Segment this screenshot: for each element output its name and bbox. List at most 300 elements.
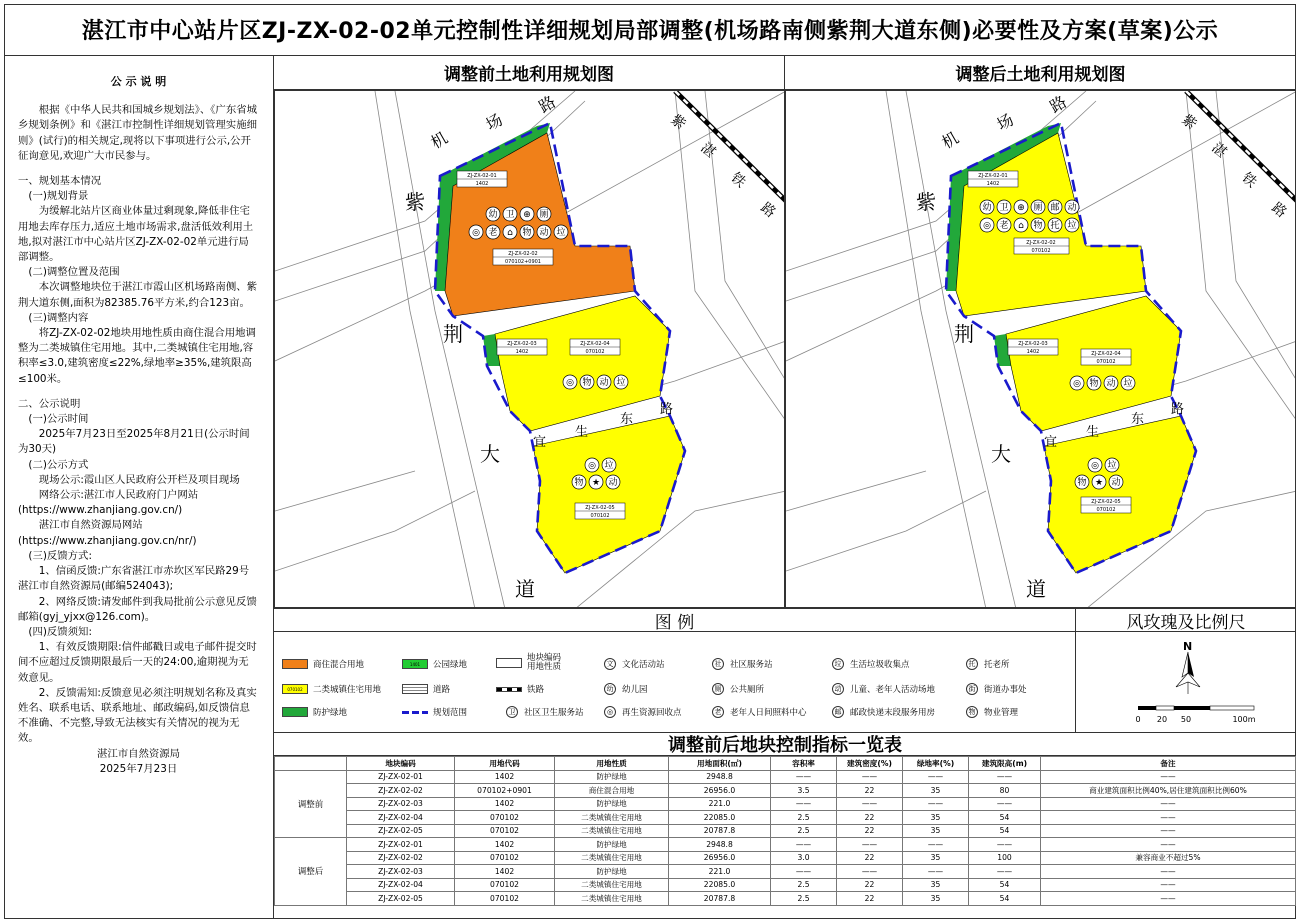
kindergarten-label: 幼儿园 — [622, 685, 648, 695]
table-row — [275, 851, 1296, 865]
road-zijing-1: 紫 — [405, 190, 425, 214]
legend-day-care — [702, 706, 807, 718]
table-row — [275, 797, 1296, 811]
table-cell: 2.5 — [771, 892, 837, 906]
p5-icon-3: 物 — [1077, 478, 1087, 488]
commercial-swatch — [282, 659, 308, 669]
park-swatch: 1401 — [402, 659, 428, 669]
table-cell: —— — [903, 838, 969, 852]
rail-swatch — [496, 687, 522, 692]
legend-parcel-code — [496, 654, 561, 672]
p2-icon-3: ⊕ — [1017, 203, 1025, 213]
table-cell: 20787.8 — [669, 824, 771, 838]
p2-icon-1: 幼 — [982, 203, 992, 213]
parcel-01-code: ZJ-ZX-02-01 — [978, 173, 1008, 179]
legend-boundary — [402, 706, 467, 718]
table-cell: 二类城镇住宅用地 — [555, 811, 669, 825]
header-height: 建筑限高(m) — [969, 757, 1041, 771]
table-cell: ZJ-ZX-02-05 — [347, 892, 455, 906]
section-2a-heading: (一)公示时间 — [28, 413, 89, 426]
table-cell: —— — [1041, 865, 1296, 879]
table-header-row — [275, 757, 1296, 771]
parcel-05-code: ZJ-ZX-02-05 — [585, 505, 615, 511]
p2-icon-2: 卫 — [999, 203, 1009, 213]
parcel-label-02 — [493, 249, 553, 265]
table-cell: 兼容商业不超过5% — [1041, 851, 1296, 865]
notice-intro: 根据《中华人民共和国城乡规划法》、《广东省城乡规划条例》和《湛江市控制性详细规划管理实施细则》(试行)的相关规定,现将以下事项进行公示,公开征询意见,欢迎广大市民参与。 — [18, 104, 257, 162]
legend-green-buffer — [282, 706, 347, 718]
p5-icon-4: ★ — [1094, 478, 1104, 488]
parcel-code-swatch — [496, 658, 522, 668]
p4-icon-1: ◎ — [566, 378, 574, 388]
legend-street-office — [956, 683, 1027, 695]
road-zijing-3: 大 — [991, 442, 1011, 466]
road-jichang-3: 路 — [1046, 92, 1070, 117]
legend-property — [956, 706, 1018, 718]
rail-4: 路 — [757, 199, 779, 222]
p2r2-icon-4: 物 — [522, 228, 532, 238]
before-map-title: 调整前土地利用规划图 — [274, 56, 785, 90]
culture-icon: 文 — [604, 658, 616, 670]
section-1a-text: 为缓解北站片区商业体量过剩现象,降低非住宅用地去库存压力,适应土地市场需求,盘活低效利用土地,拟对湛江市中心站片区ZJ-ZX-02-02单元进行局部调整。 — [18, 205, 254, 264]
table-group-label: 调整前 — [275, 770, 347, 838]
table-cell: 070102 — [455, 851, 555, 865]
legend-rail — [496, 683, 544, 695]
scale-50: 50 — [1180, 715, 1192, 724]
road-yisheng-3: 东 — [620, 412, 634, 427]
road-swatch — [402, 684, 428, 694]
parcel-label-01 — [968, 171, 1018, 187]
before-map-svg — [275, 91, 785, 608]
scale-100: 100m — [1232, 715, 1256, 724]
header-land-code: 用地代码 — [455, 757, 555, 771]
table-cell: —— — [969, 770, 1041, 784]
p2-icon-4: 厕 — [1033, 203, 1043, 213]
p4-icon-3: 动 — [1106, 379, 1116, 389]
road-jichang-1: 机 — [938, 128, 962, 153]
table-cell: 35 — [903, 824, 969, 838]
elder-care-icon: 托 — [966, 658, 978, 670]
page-title: 湛江市中心站片区ZJ-ZX-02-02单元控制性详细规划局部调整(机场路南侧紫荆大道东侧)必要性及方案(草案)公示 — [4, 4, 1296, 56]
table-group-label: 调整后 — [275, 838, 347, 906]
table-cell: 070102 — [455, 811, 555, 825]
rail-2: 湛 — [1208, 139, 1230, 162]
table-cell: 3.0 — [771, 851, 837, 865]
p5-icon-1: ◎ — [1091, 461, 1099, 471]
table-cell: 35 — [903, 811, 969, 825]
table-row — [275, 770, 1296, 784]
road-jichang-1: 机 — [427, 128, 451, 153]
table-cell: ZJ-ZX-02-01 — [347, 770, 455, 784]
scale-bar — [1138, 706, 1254, 710]
p2-icon-4: 厕 — [539, 210, 549, 220]
legend-green-buffer-label: 防护绿地 — [313, 708, 348, 718]
legend-toilet — [702, 683, 764, 695]
p5-icon-2: 垃 — [1107, 461, 1117, 471]
parcel-02-use: 070102 — [1031, 248, 1051, 254]
railway — [675, 91, 785, 201]
activity-label: 儿童、老年人活动场地 — [850, 685, 936, 695]
p2r2-icon-1: ◎ — [472, 228, 480, 238]
road-jichang-2: 场 — [993, 110, 1017, 135]
p2r2-icon-5: 托 — [1050, 221, 1060, 231]
header-density: 建筑密度(%) — [837, 757, 903, 771]
rail-1: 紫 — [667, 111, 689, 134]
section-2d-heading: (四)反馈须知: — [28, 625, 92, 638]
road-yisheng-2: 生 — [1086, 425, 1100, 440]
section-2b-text2: 网络公示:湛江市人民政府门户网站(https://www.zhanjiang.gov.cn/) — [18, 489, 199, 517]
parcel-02-code: ZJ-ZX-02-02 — [508, 251, 538, 257]
elder-care-label: 托老所 — [984, 660, 1010, 670]
parcel-03-code: ZJ-ZX-02-03 — [507, 341, 537, 347]
p5-icon-4: ★ — [591, 478, 601, 488]
p2r2-icon-3: ⌂ — [507, 228, 513, 238]
section-1c-heading: (三)调整内容 — [28, 311, 89, 324]
table-cell: 54 — [969, 811, 1041, 825]
p4-icon-3: 动 — [599, 378, 609, 388]
p4-icon-4: 垃 — [616, 378, 626, 388]
railway — [1186, 91, 1296, 201]
table-cell: 070102 — [455, 824, 555, 838]
table-cell: 22 — [837, 851, 903, 865]
parcel-05-residential — [1044, 416, 1196, 573]
table-cell: ZJ-ZX-02-04 — [347, 878, 455, 892]
table-cell: —— — [837, 770, 903, 784]
p2-icon-3: ⊕ — [523, 210, 531, 220]
table-cell: —— — [1041, 770, 1296, 784]
green-buffer-swatch — [282, 707, 308, 717]
road-yisheng-1: 宜 — [533, 435, 547, 450]
notice-panel — [4, 56, 274, 919]
road-zijing-4: 道 — [515, 577, 535, 601]
parcel-label-03 — [1008, 339, 1058, 355]
table-row — [275, 784, 1296, 798]
section-2c-text1: 1、信函反馈:广东省湛江市赤坎区军民路29号湛江市自然资源局(邮编524043); — [18, 565, 250, 593]
culture-label: 文化活动站 — [622, 660, 665, 670]
postal-icon: 邮 — [832, 706, 844, 718]
header-land-use: 用地性质 — [555, 757, 669, 771]
legend — [274, 632, 1076, 732]
garbage-label: 生活垃圾收集点 — [850, 660, 910, 670]
table-cell: ZJ-ZX-02-02 — [347, 851, 455, 865]
table-cell: ZJ-ZX-02-03 — [347, 797, 455, 811]
recycle-label: 再生资源回收点 — [622, 708, 682, 718]
legend-commercial — [282, 658, 364, 670]
p2r2-icon-2: 老 — [488, 228, 498, 238]
parcel-01-code: ZJ-ZX-02-01 — [467, 173, 497, 179]
table-body — [275, 770, 1296, 905]
table-cell: —— — [837, 838, 903, 852]
table-cell: —— — [771, 797, 837, 811]
table-row — [275, 892, 1296, 906]
table-cell: 1402 — [455, 797, 555, 811]
table-cell: 1402 — [455, 770, 555, 784]
notice-date: 2025年7月23日 — [99, 762, 178, 775]
section-2-heading: 二、公示说明 — [18, 397, 81, 410]
control-index-table — [274, 756, 1296, 906]
section-2d-text2: 2、反馈需知:反馈意见必须注明规划名称及真实姓名、联系电话、联系地址、邮政编码,如反馈信息不准确、不完整,导致无法核实有关情况的视为无效。 — [18, 686, 257, 745]
parcel-05-use: 070102 — [590, 513, 610, 519]
p2-icon-1: 幼 — [488, 210, 498, 220]
section-1c-text: 将ZJ-ZX-02-02地块用地性质由商住混合用地调整为二类城镇住宅用地。其中,二类城镇住宅用地,容积率≤3.0,建筑密度≤22%,绿地率≥35%,建筑限高≤100米。 — [18, 327, 256, 385]
road-jichang-3: 路 — [535, 92, 559, 117]
after-map-svg — [786, 91, 1296, 608]
parcel-label-02 — [1014, 238, 1069, 254]
p2r2-icon-5: 动 — [539, 228, 549, 238]
legend-community — [702, 658, 773, 670]
parcel-01-use: 1402 — [475, 181, 489, 187]
table-row — [275, 824, 1296, 838]
table-cell: 二类城镇住宅用地 — [555, 892, 669, 906]
road-zijing-2: 荆 — [443, 322, 463, 346]
road-yisheng-4: 路 — [1171, 402, 1185, 417]
legend-title: 图 例 — [274, 608, 1076, 632]
legend-health — [496, 706, 584, 718]
table-cell: —— — [837, 865, 903, 879]
p4-icon-1: ◎ — [1073, 379, 1081, 389]
parcel-05-code: ZJ-ZX-02-05 — [1091, 499, 1121, 505]
table-cell: ZJ-ZX-02-05 — [347, 824, 455, 838]
legend-parcel-code-label: 地块编码 用地性质 — [527, 653, 562, 672]
community-icon: 社 — [712, 658, 724, 670]
legend-activity — [822, 683, 935, 695]
parcel-label-03 — [497, 339, 547, 355]
section-2b-text3: 湛江市自然资源局网站(https://www.zhanjiang.gov.cn/nr/) — [18, 519, 197, 547]
table-cell: 2948.8 — [669, 770, 771, 784]
compass-title: 风玫瑰及比例尺 — [1076, 608, 1296, 632]
table-cell: 100 — [969, 851, 1041, 865]
table-cell: —— — [1041, 892, 1296, 906]
compass-scale — [1076, 632, 1296, 732]
notice-org: 湛江市自然资源局 — [96, 747, 181, 760]
table-cell: 80 — [969, 784, 1041, 798]
road-jichang-2: 场 — [482, 110, 506, 135]
street-office-icon: 街 — [966, 683, 978, 695]
road-yisheng-3: 东 — [1131, 412, 1145, 427]
parcel-02-use: 070102+0901 — [504, 259, 542, 265]
kindergarten-icon: 幼 — [604, 683, 616, 695]
legend-park — [402, 658, 467, 670]
table-cell: 防护绿地 — [555, 797, 669, 811]
table-row — [275, 811, 1296, 825]
day-care-label: 老年人日间照料中心 — [730, 708, 807, 718]
p4-icon-4: 垃 — [1123, 379, 1133, 389]
table-row — [275, 865, 1296, 879]
parcel-label-04 — [1081, 349, 1131, 365]
legend-postal — [822, 706, 935, 718]
rail-1: 紫 — [1178, 111, 1200, 134]
table-cell: 防护绿地 — [555, 865, 669, 879]
activity-icon: 动 — [832, 683, 844, 695]
after-map — [785, 90, 1296, 608]
table-cell: 防护绿地 — [555, 838, 669, 852]
table-title: 调整前后地块控制指标一览表 — [274, 732, 1296, 756]
table-cell: 二类城镇住宅用地 — [555, 824, 669, 838]
p4-icon-2: 物 — [1089, 379, 1099, 389]
legend-commercial-label: 商住混合用地 — [313, 660, 365, 670]
p2r2-icon-3: ⌂ — [1018, 221, 1024, 231]
table-cell: —— — [771, 838, 837, 852]
section-1a-heading: (一)规划背景 — [28, 190, 89, 203]
p2r2-icon-1: ◎ — [983, 221, 991, 231]
north-arrow-icon — [1076, 632, 1296, 732]
section-1-heading: 一、规划基本情况 — [18, 175, 102, 188]
table-cell: —— — [903, 770, 969, 784]
garbage-icon: 垃 — [832, 658, 844, 670]
legend-rail-label: 铁路 — [527, 685, 545, 695]
table-cell: —— — [1041, 838, 1296, 852]
table-cell: 防护绿地 — [555, 770, 669, 784]
parcel-label-04 — [570, 339, 620, 355]
rail-3: 铁 — [727, 169, 749, 192]
section-2c-text2: 2、网络反馈:请发邮件到我局批前公示意见反馈邮箱(gyj_yjxx@126.com)。 — [18, 595, 257, 623]
header-code: 地块编码 — [347, 757, 455, 771]
parcel-label-01 — [457, 171, 507, 187]
legend-road — [402, 683, 450, 695]
legend-garbage — [822, 658, 910, 670]
rail-2: 湛 — [697, 139, 719, 162]
table-cell: 35 — [903, 851, 969, 865]
table-cell: 070102 — [455, 878, 555, 892]
header-green: 绿地率(%) — [903, 757, 969, 771]
property-icon: 物 — [966, 706, 978, 718]
table-cell: —— — [903, 865, 969, 879]
p5-icon-3: 物 — [574, 478, 584, 488]
table-cell: —— — [1041, 811, 1296, 825]
table-cell: 26956.0 — [669, 784, 771, 798]
table-cell: —— — [771, 865, 837, 879]
scale-0: 0 — [1135, 715, 1141, 724]
section-2c-heading: (三)反馈方式: — [28, 549, 92, 562]
parcel-03-code: ZJ-ZX-02-03 — [1018, 341, 1048, 347]
table-cell: 26956.0 — [669, 851, 771, 865]
rail-3: 铁 — [1238, 169, 1260, 192]
section-1b-text: 本次调整地块位于湛江市霞山区机场路南侧、紫荆大道东侧,面积为82385.76平方米,约合123亩。 — [18, 281, 257, 309]
table-cell: 54 — [969, 824, 1041, 838]
table-cell: 221.0 — [669, 865, 771, 879]
table-cell: ZJ-ZX-02-03 — [347, 865, 455, 879]
table-cell: —— — [771, 770, 837, 784]
road-zijing-3: 大 — [480, 442, 500, 466]
table-row — [275, 878, 1296, 892]
health-icon: 卫 — [506, 706, 518, 718]
street-office-label: 街道办事处 — [984, 685, 1027, 695]
scale-20: 20 — [1156, 715, 1168, 724]
p2-icon-5: 邮 — [1050, 203, 1060, 213]
health-label: 社区卫生服务站 — [524, 708, 584, 718]
table-cell: 商住混合用地 — [555, 784, 669, 798]
section-2d-text1: 1、有效反馈期限:信件邮戳日或电子邮件提交时间不应超过反馈期限最后一天的24:00,逾期视为无效意见。 — [18, 641, 257, 684]
header-note: 备注 — [1041, 757, 1296, 771]
section-2a-text: 2025年7月23日至2025年8月21日(公示时间为30天) — [18, 428, 250, 456]
table-cell: 3.5 — [771, 784, 837, 798]
table-cell: 2.5 — [771, 811, 837, 825]
parcel-04-use: 070102 — [585, 349, 605, 355]
p2r2-icon-6: 垃 — [1067, 221, 1077, 231]
table-cell: —— — [1041, 824, 1296, 838]
table-cell: 22 — [837, 892, 903, 906]
legend-boundary-label: 规划范围 — [433, 708, 468, 718]
parcel-04-code: ZJ-ZX-02-04 — [580, 341, 610, 347]
legend-residential-label: 二类城镇住宅用地 — [313, 685, 382, 695]
parcel-01-use: 1402 — [986, 181, 1000, 187]
rail-4: 路 — [1268, 199, 1290, 222]
road-zijing-4: 道 — [1026, 577, 1046, 601]
p5-icon-5: 动 — [608, 478, 618, 488]
table-cell: 54 — [969, 892, 1041, 906]
parcel-04-use: 070102 — [1096, 359, 1116, 365]
table-cell: 2.5 — [771, 878, 837, 892]
recycle-icon: ◎ — [604, 706, 616, 718]
table-cell: 221.0 — [669, 797, 771, 811]
p4-icon-2: 物 — [582, 378, 592, 388]
table-cell: 22 — [837, 878, 903, 892]
table-cell: 1402 — [455, 838, 555, 852]
table-cell: 35 — [903, 892, 969, 906]
legend-culture — [594, 658, 665, 670]
table-cell: —— — [1041, 797, 1296, 811]
postal-label: 邮政快递末段服务用房 — [850, 708, 936, 718]
legend-recycle — [594, 706, 682, 718]
before-map — [274, 90, 785, 608]
legend-residential — [282, 683, 381, 695]
north-label: N — [1183, 640, 1193, 653]
table-row — [275, 838, 1296, 852]
table-cell: 35 — [903, 784, 969, 798]
table-cell: 22085.0 — [669, 811, 771, 825]
community-label: 社区服务站 — [730, 660, 773, 670]
table-cell: 二类城镇住宅用地 — [555, 878, 669, 892]
legend-elder-care — [956, 658, 1010, 670]
legend-kindergarten — [594, 683, 648, 695]
day-care-icon: 老 — [712, 706, 724, 718]
road-zijing-1: 紫 — [916, 190, 936, 214]
parcel-label-05 — [575, 503, 625, 519]
table-cell: —— — [969, 797, 1041, 811]
parcel-05-residential — [533, 416, 685, 573]
residential-swatch: 070102 — [282, 684, 308, 694]
legend-park-label: 公园绿地 — [433, 660, 468, 670]
road-yisheng-4: 路 — [660, 402, 674, 417]
parcel-04-code: ZJ-ZX-02-04 — [1091, 351, 1121, 357]
table-cell: 二类城镇住宅用地 — [555, 851, 669, 865]
header-area: 用地面积(㎡) — [669, 757, 771, 771]
table-cell: ZJ-ZX-02-04 — [347, 811, 455, 825]
parcel-04-residential — [495, 296, 670, 431]
table-cell: 商业建筑面积比例40%,居住建筑面积比例60% — [1041, 784, 1296, 798]
toilet-label: 公共厕所 — [730, 685, 765, 695]
table-cell: 2.5 — [771, 824, 837, 838]
table-cell: 070102+0901 — [455, 784, 555, 798]
section-2b-text1: 现场公示:霞山区人民政府公开栏及项目现场 — [38, 473, 240, 486]
boundary-swatch — [402, 711, 428, 714]
table-cell: 22 — [837, 811, 903, 825]
p2r2-icon-2: 老 — [999, 221, 1009, 231]
section-2b-heading: (二)公示方式 — [28, 458, 89, 471]
road-yisheng-1: 宜 — [1044, 435, 1058, 450]
p5-icon-2: 垃 — [604, 461, 614, 471]
table-cell: 20787.8 — [669, 892, 771, 906]
toilet-icon: 厕 — [712, 683, 724, 695]
table-cell: —— — [837, 797, 903, 811]
section-1b-heading: (二)调整位置及范围 — [28, 266, 120, 279]
table-cell: ZJ-ZX-02-01 — [347, 838, 455, 852]
table-cell: —— — [969, 865, 1041, 879]
legend-road-label: 道路 — [433, 685, 451, 695]
table-cell: 070102 — [455, 892, 555, 906]
p5-icon-1: ◎ — [588, 461, 596, 471]
p2r2-icon-6: 垃 — [556, 228, 566, 238]
